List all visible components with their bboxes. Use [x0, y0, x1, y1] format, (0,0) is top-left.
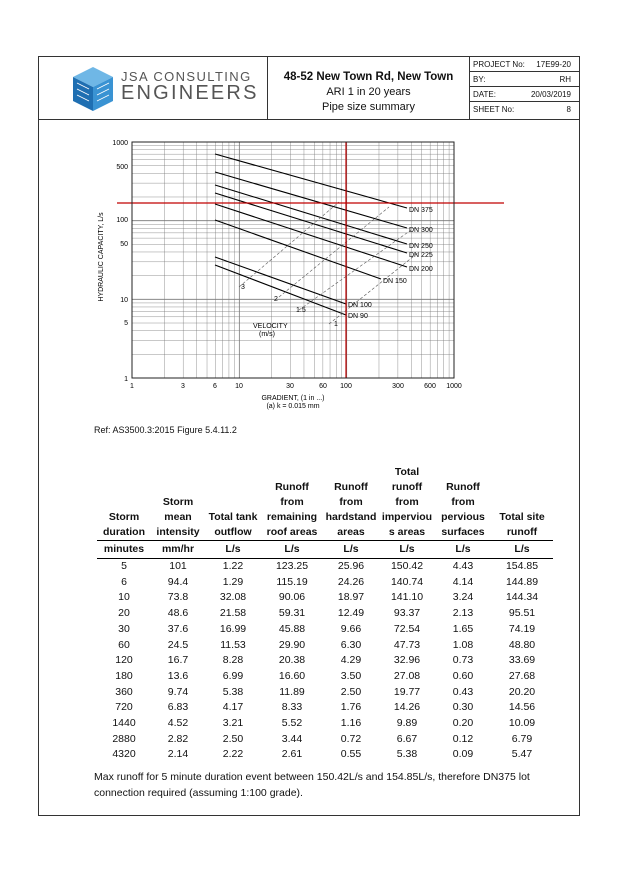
- table-cell: 3.44: [281, 732, 303, 745]
- x-axis-sublabel: (a) k = 0.015 mm: [266, 403, 320, 410]
- table-row: [97, 716, 553, 732]
- table-cell: 14.26: [393, 701, 421, 714]
- table-header-cell: [435, 465, 491, 480]
- table-header-cell: runoff: [506, 526, 538, 538]
- table-cell: 180: [115, 669, 133, 682]
- table-cell: 25.96: [337, 560, 365, 572]
- table-units-row: [97, 541, 553, 559]
- table-cell: 29.90: [278, 638, 306, 651]
- table-row: [97, 559, 553, 575]
- table-cell: 1.65: [452, 622, 474, 635]
- unit-cell: L/s: [261, 541, 323, 559]
- table-cell: 73.8: [167, 591, 189, 604]
- pipe-label-dn150: DN 150: [383, 278, 407, 285]
- graph-frame: [132, 142, 454, 378]
- table-header-cell: Runoff: [446, 481, 480, 493]
- table-cell: 3.24: [452, 591, 474, 604]
- table-cell: 1.29: [222, 575, 244, 588]
- pipe-capacity-line: [215, 257, 346, 304]
- table-cell: 0.30: [452, 701, 474, 714]
- table-cell: 3.50: [340, 669, 362, 682]
- table-header-cell: [97, 480, 151, 495]
- pipe-label-dn90: DN 90: [348, 313, 368, 320]
- unit-cell: L/s: [435, 541, 491, 559]
- table-cell: 20.20: [508, 685, 536, 698]
- table-cell: 9.66: [340, 622, 362, 635]
- table-header-cell: [491, 480, 553, 495]
- table-header-row: [97, 465, 553, 480]
- table-header-cell: Storm: [108, 511, 140, 523]
- table-row: [97, 700, 553, 716]
- table-cell: 48.6: [167, 607, 189, 620]
- table-header-cell: [97, 465, 151, 480]
- project-meta: [470, 57, 579, 119]
- table-cell: 8.28: [222, 654, 244, 667]
- unit-cell: L/s: [491, 541, 553, 559]
- table-header-cell: runoff: [391, 481, 423, 493]
- company-name-line2: ENGINEERS: [121, 82, 259, 104]
- pipe-capacity-line: [215, 193, 407, 253]
- table-cell: 47.73: [393, 638, 421, 651]
- table-cell: 2.82: [167, 732, 189, 745]
- table-header-cell: Total site: [499, 511, 545, 523]
- velocity-units: (m/s): [259, 331, 275, 338]
- table-header-cell: pervious: [441, 511, 485, 523]
- table-cell: 16.99: [219, 622, 247, 635]
- table-cell: 0.09: [452, 748, 474, 761]
- table-cell: 4.14: [452, 575, 474, 588]
- x-axis-label: GRADIENT, (1 in ...): [261, 395, 325, 402]
- table-row: [97, 747, 553, 763]
- table-cell: 2.14: [167, 748, 189, 761]
- unit-cell: L/s: [323, 541, 379, 559]
- table-cell: 94.4: [167, 575, 189, 588]
- table-cell: 720: [115, 701, 133, 714]
- pipe-label-dn300: DN 300: [409, 227, 433, 234]
- table-cell: 4.52: [167, 717, 189, 730]
- table-cell: 14.56: [508, 701, 536, 714]
- x-tick: 1000: [446, 383, 462, 390]
- x-tick: 300: [392, 383, 404, 390]
- velocity-caption: VELOCITY: [253, 323, 288, 330]
- velocity-label: 3: [241, 284, 245, 291]
- velocity-line: [329, 252, 419, 324]
- project-title: 48-52 New Town Rd, New Town: [283, 71, 454, 83]
- table-header-cell: hardstand: [325, 511, 377, 523]
- table-cell: 1.76: [340, 701, 362, 714]
- table-header-cell: [491, 465, 553, 480]
- table-row: [97, 732, 553, 748]
- table-header-cell: mean: [164, 511, 192, 523]
- table-header-cell: outflow: [214, 526, 252, 538]
- table-header-cell: [151, 465, 205, 480]
- table-cell: 0.20: [452, 717, 474, 730]
- table-cell: 0.72: [340, 732, 362, 745]
- project-subtitle: ARI 1 in 20 years: [326, 86, 411, 98]
- table-cell: 27.68: [508, 669, 536, 682]
- table-cell: 5.52: [281, 717, 303, 730]
- table-header-cell: from: [395, 496, 419, 508]
- table-cell: 2.22: [222, 748, 244, 761]
- table-cell: 4.17: [222, 701, 244, 714]
- table-header-cell: Total tank: [208, 511, 258, 523]
- table-cell: 60: [118, 638, 130, 651]
- unit-cell: minutes: [97, 541, 151, 559]
- table-cell: 150.42: [390, 560, 424, 572]
- table-header-row: [97, 525, 553, 541]
- table-row: [97, 685, 553, 701]
- table-header-cell: Runoff: [275, 481, 309, 493]
- x-tick: 600: [424, 383, 436, 390]
- table-cell: 4.29: [340, 654, 362, 667]
- table-cell: 0.60: [452, 669, 474, 682]
- table-header-cell: [205, 480, 261, 495]
- table-cell: 74.19: [508, 622, 536, 635]
- table-cell: 6: [121, 575, 127, 588]
- table-header-cell: [491, 495, 553, 510]
- table-header-row: [97, 510, 553, 525]
- meta-row-by: [470, 72, 579, 87]
- table-cell: 95.51: [508, 607, 536, 620]
- table-header-cell: roof areas: [266, 526, 318, 538]
- table-cell: 144.34: [505, 591, 539, 604]
- table-header-cell: areas: [337, 526, 365, 538]
- x-tick: 6: [213, 383, 217, 390]
- table-cell: 5.38: [222, 685, 244, 698]
- y-tick: 1: [124, 376, 128, 383]
- table-header-cell: Runoff: [334, 481, 368, 493]
- table-cell: 21.58: [219, 607, 247, 620]
- table-cell: 12.49: [337, 607, 365, 620]
- pipe-label-dn225: DN 225: [409, 252, 433, 259]
- y-tick: 10: [120, 297, 128, 304]
- x-tick: 100: [340, 383, 352, 390]
- table-row: [97, 590, 553, 606]
- table-cell: 2.50: [222, 732, 244, 745]
- table-cell: 6.30: [340, 638, 362, 651]
- table-row: [97, 669, 553, 685]
- unit-cell: L/s: [379, 541, 435, 559]
- table-cell: 10: [118, 591, 130, 604]
- table-cell: 11.89: [279, 685, 305, 698]
- figure-reference: Ref: AS3500.3:2015 Figure 5.4.11.2: [94, 425, 237, 435]
- company-name-line1: JSA CONSULTING: [121, 69, 252, 84]
- company-logo-icon: [67, 63, 119, 115]
- x-tick: 60: [319, 383, 327, 390]
- table-cell: 13.6: [167, 669, 189, 682]
- table-cell: 1.08: [452, 638, 474, 651]
- hydraulic-capacity-graph: [89, 132, 519, 422]
- table-header-cell: [261, 465, 323, 480]
- y-tick: 500: [116, 164, 128, 171]
- table-cell: 4.43: [452, 560, 474, 572]
- table-cell: 59.31: [278, 607, 306, 620]
- unit-cell: L/s: [205, 541, 261, 559]
- pipe-label-dn100: DN 100: [348, 302, 372, 309]
- table-cell: 24.5: [167, 638, 189, 651]
- table-cell: 8.33: [281, 701, 303, 714]
- pipe-label-dn250: DN 250: [409, 243, 433, 250]
- table-cell: 5: [121, 560, 127, 572]
- table-cell: 4320: [112, 748, 136, 761]
- runoff-table: [97, 465, 553, 763]
- table-cell: 48.80: [508, 638, 536, 651]
- table-header-cell: intensity: [156, 526, 200, 538]
- table-cell: 5.38: [396, 748, 418, 761]
- table-cell: 360: [115, 685, 133, 698]
- table-row: [97, 653, 553, 669]
- y-tick: 50: [120, 241, 128, 248]
- title-block: [39, 57, 579, 120]
- table-cell: 0.12: [452, 732, 474, 745]
- table-header-cell: from: [280, 496, 304, 508]
- table-cell: 32.96: [393, 654, 421, 667]
- table-cell: 9.89: [396, 717, 418, 730]
- table-header-row: [97, 480, 553, 495]
- x-tick: 3: [181, 383, 185, 390]
- table-cell: 0.43: [452, 685, 474, 698]
- table-header-cell: duration: [103, 526, 145, 538]
- table-cell: 30: [118, 622, 130, 635]
- table-cell: 27.08: [393, 669, 421, 682]
- conclusion-note: Max runoff for 5 minute duration event between 150.42L/s and 154.85L/s, therefore DN375 lot connection required (assuming 1:100 grade).: [94, 771, 530, 799]
- table-header-cell: [323, 465, 379, 480]
- meta-row-sheet: [470, 102, 579, 117]
- table-header-cell: s areas: [388, 526, 426, 538]
- table-cell: 2.50: [340, 685, 362, 698]
- table-cell: 0.73: [452, 654, 474, 667]
- table-header-cell: remaining: [266, 511, 318, 523]
- table-header-cell: from: [451, 496, 475, 508]
- table-cell: 16.60: [278, 669, 306, 682]
- table-cell: 24.26: [337, 575, 365, 588]
- table-cell: 2.61: [281, 748, 303, 761]
- table-cell: 11.53: [220, 638, 246, 651]
- table-cell: 5.47: [511, 748, 533, 761]
- table-cell: 2.13: [452, 607, 474, 620]
- table-header-row: [97, 495, 553, 510]
- x-tick: 30: [286, 383, 294, 390]
- table-cell: 10.09: [508, 717, 536, 730]
- meta-label: PROJECT No:: [473, 60, 525, 69]
- table-cell: 72.54: [393, 622, 421, 635]
- table-cell: 120: [115, 654, 133, 667]
- table-cell: 101: [169, 560, 187, 572]
- x-tick: 1: [130, 383, 134, 390]
- graph-grid: [132, 142, 454, 378]
- meta-label: DATE:: [473, 90, 496, 99]
- table-row: [97, 606, 553, 622]
- document-sheet: [38, 56, 580, 816]
- table-header-cell: surfaces: [441, 526, 485, 538]
- meta-label: BY:: [473, 75, 486, 84]
- meta-row-date: [470, 87, 579, 102]
- table-cell: 93.37: [393, 607, 421, 620]
- meta-value: 20/03/2019: [530, 90, 571, 99]
- project-subtitle-2: Pipe size summary: [322, 101, 415, 113]
- table-cell: 18.97: [337, 591, 365, 604]
- table-body: [97, 559, 553, 764]
- table-cell: 0.55: [340, 748, 362, 761]
- table-cell: 1.22: [222, 560, 244, 572]
- velocity-label: 2: [274, 296, 278, 303]
- table-cell: 123.25: [275, 560, 309, 572]
- pipe-label-dn375: DN 375: [409, 207, 433, 214]
- table-cell: 141.10: [390, 591, 424, 604]
- table-header-cell: [97, 495, 151, 510]
- x-tick: 10: [235, 383, 243, 390]
- table-cell: 154.85: [505, 560, 539, 572]
- meta-value: 17E99-20: [536, 60, 571, 69]
- table-cell: 9.74: [167, 685, 189, 698]
- velocity-label: 1: [334, 321, 338, 328]
- meta-value: RH: [559, 75, 571, 84]
- pipe-label-dn200: DN 200: [409, 266, 433, 273]
- title-cell: [268, 57, 470, 119]
- table-cell: 1.16: [340, 717, 362, 730]
- table-cell: 6.79: [511, 732, 533, 745]
- table-header-cell: [205, 495, 261, 510]
- table-row: [97, 638, 553, 654]
- table-row: [97, 575, 553, 591]
- velocity-label: 1.5: [296, 307, 306, 314]
- table-cell: 16.7: [167, 654, 189, 667]
- table-cell: 1440: [112, 717, 136, 730]
- y-tick: 5: [124, 320, 128, 327]
- logo-block: [39, 57, 268, 119]
- pipe-capacity-line: [215, 265, 346, 315]
- table-cell: 20.38: [278, 654, 306, 667]
- y-tick: 1000: [112, 140, 128, 147]
- table-cell: 90.06: [278, 591, 306, 604]
- table-cell: 140.74: [390, 575, 424, 588]
- table-header-cell: Storm: [162, 496, 194, 508]
- table-header-cell: [151, 480, 205, 495]
- table-cell: 20: [118, 607, 130, 620]
- unit-cell: mm/hr: [151, 541, 205, 559]
- table-cell: 37.6: [167, 622, 189, 635]
- meta-value: 8: [566, 105, 571, 114]
- table-cell: 32.08: [219, 591, 247, 604]
- y-tick: 100: [116, 217, 128, 224]
- table-cell: 19.77: [393, 685, 421, 698]
- table-cell: 45.88: [278, 622, 306, 635]
- table-cell: 6.83: [167, 701, 189, 714]
- table-cell: 3.21: [222, 717, 244, 730]
- table-header-cell: [205, 465, 261, 480]
- table-cell: 144.89: [505, 575, 539, 588]
- y-axis-label: HYDRAULIC CAPACITY, L/s: [98, 212, 105, 302]
- table-row: [97, 622, 553, 638]
- table-cell: 115.19: [276, 575, 308, 588]
- meta-label: SHEET No:: [473, 105, 515, 114]
- table-cell: 6.67: [396, 732, 418, 745]
- table-header-cell: from: [339, 496, 363, 508]
- table-cell: 2880: [112, 732, 136, 745]
- table-header-cell: Total: [394, 466, 420, 478]
- table-cell: 6.99: [222, 669, 244, 682]
- table-cell: 33.69: [508, 654, 536, 667]
- table-header-cell: imperviou: [381, 511, 433, 523]
- meta-row-project: [470, 57, 579, 72]
